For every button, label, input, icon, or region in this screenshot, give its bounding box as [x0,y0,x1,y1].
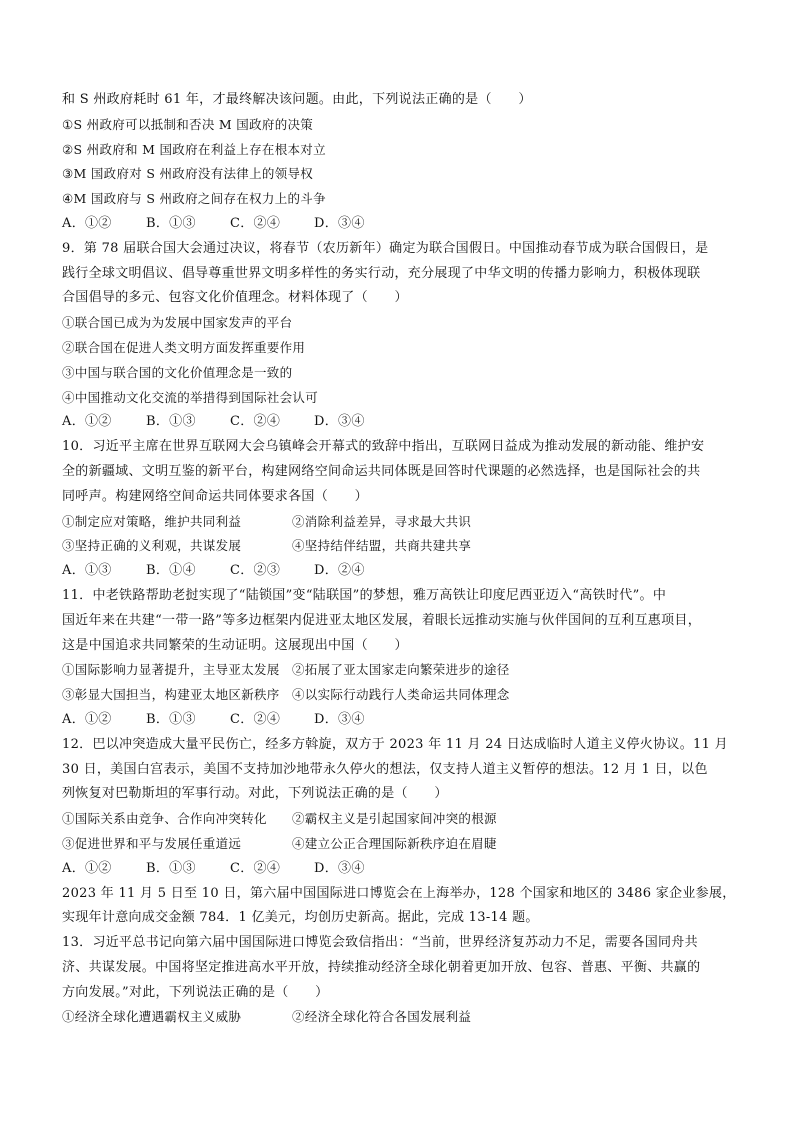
option-2: ②联合国在促进人类文明方面发挥重要作用 [62,339,306,355]
question-stem-line: 12．巴以冲突造成大量平民伤亡，经多方斡旋，双方于 2023 年 11 月 24 日达成临时人道主义停火协议。11 月 [62,736,728,752]
option-4: ④建立公正合理国际新秩序迫在眉睫 [292,835,497,851]
answer-choices [62,212,734,237]
option-3: ③彰显大国担当，构建亚太地区新秩序 [62,687,280,703]
question-stem-line: 国近年来在共建“一带一路”等多边框架内促进亚太地区发展，着眼长远推动实施与伙伴国间的互利互惠项目， [62,612,701,628]
option-row [62,510,734,535]
question-stem-line: 这是中国追求共同繁荣的生动证明。这展现出中国（ ） [62,637,408,653]
option-1: ①经济全球化遭遇霸权主义威胁 [62,1009,242,1025]
question-stem-line: 30 日，美国白宫表示，美国不支持加沙地带永久停火的想法，仅支持人道主义暂停的想法。12 月 1 日，以色 [62,761,708,777]
choice-d: D．③④ [314,860,365,876]
question-stem-line: 13．习近平总书记向第六届中国国际进口博览会致信指出：“当前，世界经济复苏动力不足，需要各国同舟共 [62,935,698,951]
question-9 [62,237,734,435]
choice-c: C．②④ [230,711,281,727]
intro-line: 实现年计意向成交金额 784．1 亿美元，均创历史新高。据此，完成 13-14 题。 [62,910,539,926]
question-stem-line: 11．中老铁路帮助老挝实现了“陆锁国”变“陆联国”的梦想，雅万高铁让印度尼西亚迈入“高铁时代”。中 [62,587,667,603]
answer-choices [62,410,734,435]
choice-c: C．②④ [230,215,281,231]
question-11 [62,584,734,733]
choice-d: D．②④ [314,563,365,579]
option-row [62,683,734,708]
choice-c: C．②③ [230,563,281,579]
option-4: ④以实际行动践行人类命运共同体理念 [292,687,510,703]
option-3: ③促进世界和平与发展任重道远 [62,835,242,851]
question-stem-line: 10．习近平主席在世界互联网大会乌镇峰会开幕式的致辞中指出，互联网日益成为推动发展的新动能、维护安 [62,439,705,455]
exam-page [62,88,734,1030]
answer-choices [62,857,734,882]
choice-a: A．①② [62,860,112,876]
option-2: ②拓展了亚太国家走向繁荣进步的途径 [292,662,510,678]
question-stem: 和 S 州政府耗时 61 年，才最终解决该问题。由此，下列说法正确的是（ ） [62,92,532,107]
choice-b: B．①③ [146,414,196,430]
choice-a: A．①② [62,215,112,231]
option-3: ③坚持正确的义利观，共谋发展 [62,538,242,554]
question-stem-line: 9．第 78 届联合国大会通过决议，将春节（农历新年）确定为联合国假日。中国推动春节成为联合国假日，是 [62,240,709,256]
choice-c: C．②④ [230,860,281,876]
question-stem-line: 列恢复对巴勒斯坦的军事行动。对此，下列说法正确的是（ ） [62,786,448,802]
option-1: ①制定应对策略，维护共同利益 [62,513,242,529]
choice-b: B．①③ [146,215,196,231]
choice-b: B．①③ [146,860,196,876]
answer-choices [62,708,734,733]
option-row [62,658,734,683]
question-10 [62,435,734,584]
choice-a: A．①② [62,711,112,727]
question-8 [62,88,734,237]
option-1: ①联合国已成为为发展中国家发声的平台 [62,315,293,331]
option-2: ②霸权主义是引起国家间冲突的根源 [292,811,497,827]
option-2: ②经济全球化符合各国发展利益 [292,1009,472,1025]
option-row [62,832,734,857]
choice-b: B．①③ [146,711,196,727]
option-1: ①国际关系由竞争、合作向冲突转化 [62,811,267,827]
question-stem-line: 方向发展。”对此，下列说法正确的是（ ） [62,984,329,1000]
choice-a: A．①③ [62,563,112,579]
question-stem-line: 合国倡导的多元、包容文化价值理念。材料体现了（ ） [62,290,408,306]
answer-choices [62,559,734,584]
question-stem-line: 全的新疆域、文明互鉴的新平台，构建网络空间命运共同体既是回答时代课题的必然选择，也是国际社会的共 [62,463,701,479]
question-stem-line: 践行全球文明倡议、倡导尊重世界文明多样性的务实行动，充分展现了中华文明的传播力影响力，积极体现联 [62,265,701,281]
choice-a: A．①② [62,414,112,430]
choice-d: D．③④ [314,711,365,727]
question-stem-line: 济、共谋发展。中国将坚定推进高水平开放，持续推动经济全球化朝着更加开放、包容、普惠、平衡、共赢的 [62,959,701,975]
option-4: ④中国推动文化交流的举措得到国际社会认可 [62,389,319,405]
material-intro [62,882,734,932]
choice-d: D．③④ [314,414,365,430]
option-2: ②消除利益差异，寻求最大共识 [292,513,472,529]
option-1: ①S 州政府可以抵制和否决 M 国政府的决策 [62,116,314,132]
choice-d: D．③④ [314,215,365,231]
option-row [62,1005,734,1030]
option-3: ③M 国政府对 S 州政府没有法律上的领导权 [62,166,314,182]
choice-c: C．②④ [230,414,281,430]
option-4: ④M 国政府与 S 州政府之间存在权力上的斗争 [62,191,326,207]
question-13 [62,931,734,1030]
option-row [62,807,734,832]
option-2: ②S 州政府和 M 国政府在利益上存在根本对立 [62,141,326,157]
option-3: ③中国与联合国的文化价值理念是一致的 [62,364,293,380]
intro-line: 2023 年 11 月 5 日至 10 日，第六届中国国际进口博览会在上海举办，128 个国家和地区的 3486 家企业参展， [62,885,736,901]
question-12 [62,733,734,882]
option-row [62,534,734,559]
choice-b: B．①④ [146,563,196,579]
question-stem-line: 同呼声。构建网络空间命运共同体要求各国（ ） [62,488,368,504]
option-4: ④坚持结伴结盟，共商共建共享 [292,538,472,554]
option-1: ①国际影响力显著提升，主导亚太发展 [62,662,280,678]
